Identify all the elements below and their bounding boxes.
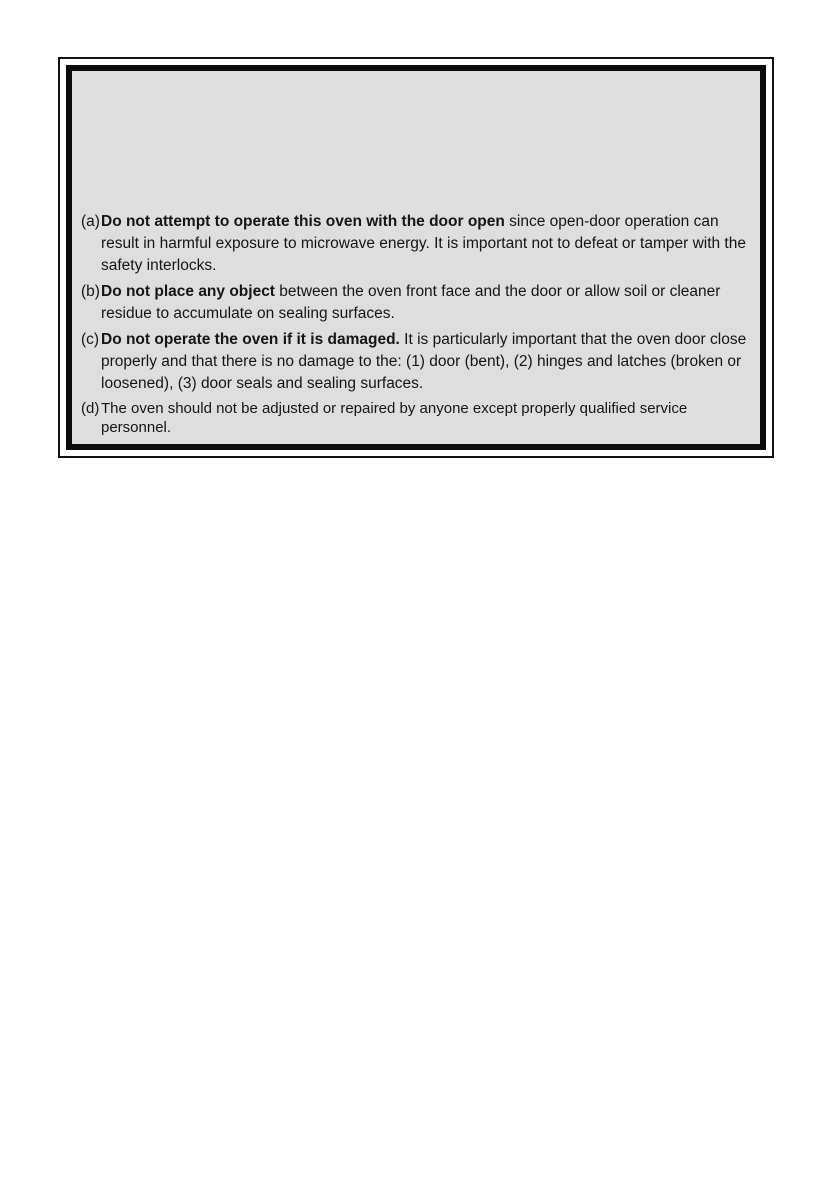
notice-item-label: (a)	[81, 213, 100, 230]
notice-item-label: (b)	[81, 283, 100, 300]
notice-item-d	[81, 399, 756, 437]
notice-item-text: between the oven front face and the door or allow soil or cleaner residue to accumulate on sealing surfaces.	[101, 283, 721, 322]
notice-item-text: The oven should not be adjusted or repaired by anyone except properly qualified service personnel.	[101, 400, 688, 436]
notice-item-label: (c)	[81, 331, 100, 348]
notice-item-bold-text: Do not attempt to operate this oven with the door open	[101, 213, 505, 230]
notice-item-c	[81, 329, 756, 395]
notice-item-label: (d)	[81, 400, 100, 417]
notice-item-text: It is particularly important that the oven door close properly and that there is no damage to the: (1) door (bent), (2) hinges and latches (broken or loosened), (3) door seals and sealing surfaces.	[101, 331, 747, 392]
notice-item-a	[81, 211, 756, 277]
notice-item-text: since open-door operation can result in harmful exposure to microwave energy. It is important not to defeat or tamper with the safety interlocks.	[101, 213, 746, 274]
notice-item-b	[81, 281, 756, 325]
notice-outer-frame	[58, 57, 774, 458]
notice-item-bold-text: Do not operate the oven if it is damaged.	[101, 331, 400, 348]
notice-item-bold-text: Do not place any object	[101, 283, 275, 300]
notice-panel	[66, 65, 766, 450]
notice-list	[81, 211, 756, 441]
